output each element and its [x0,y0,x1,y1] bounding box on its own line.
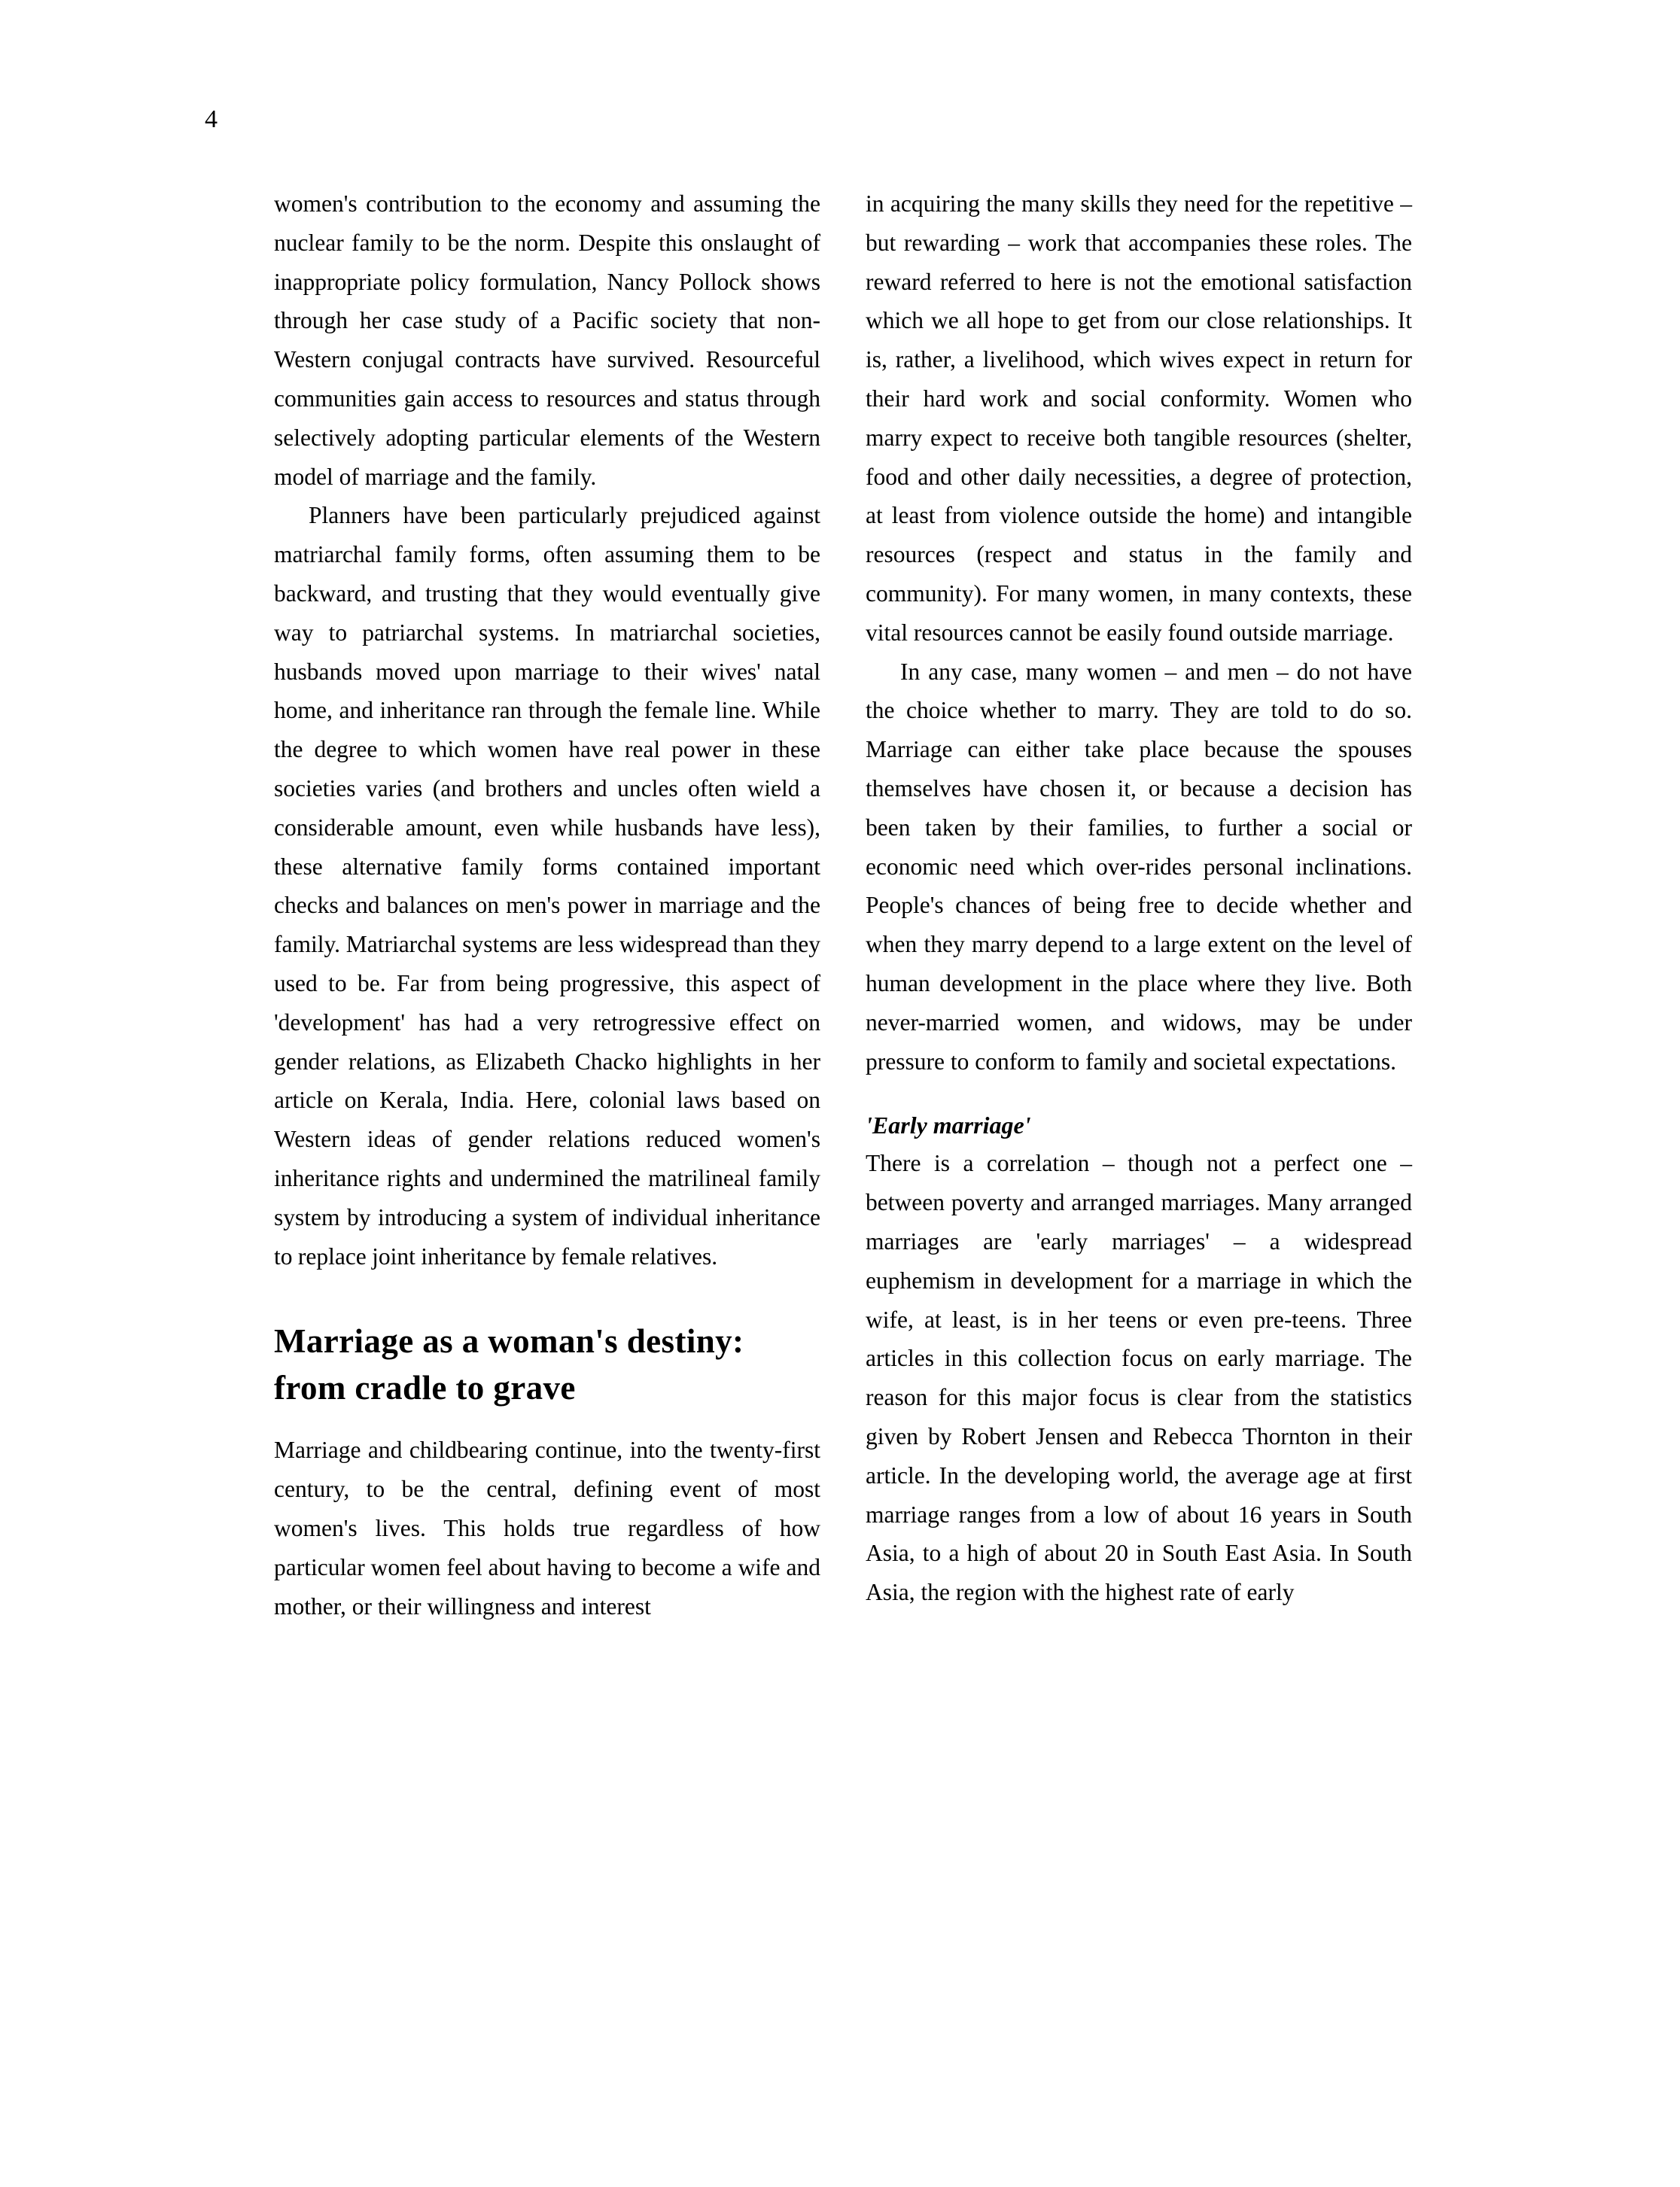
paragraph: in acquiring the many skills they need for the repetitive – but rewarding – work that accompanies these roles. The reward referred to here is not the emotional satisfaction which we all hope to get from our close relationships. It is, rather, a livelihood, which wives expect in return for their hard work and social conformity. Women who marry expect to receive both tangible resources (shelter, food and other daily necessities, a degree of protection, at least from violence outside the home) and intangible resources (respect and status in the family and community). For many women, in many contexts, these vital resources cannot be easily found outside marriage. [866,190,1412,646]
left-column [274,184,820,1626]
paragraph: Planners have been particularly prejudiced against matriarchal family forms, often assuming them to be backward, and trusting that they would eventually give way to patriarchal systems. In matriarchal societies, husbands moved upon marriage to their wives' natal home, and inheritance ran through the female line. While the degree to which women have real power in these societies varies (and brothers and uncles often wield a considerable amount, even while husbands have less), these alternative family forms contained important checks and balances on men's power in marriage and the family. Matriarchal systems are less widespread than they used to be. Far from being progressive, this aspect of 'development' has had a very retrogressive effect on gender relations, as Elizabeth Chacko highlights in her article on Kerala, India. Here, colonial laws based on Western ideas of gender relations reduced women's inheritance rights and undermined the matrilineal family system by introducing a system of individual inheritance to replace joint inheritance by female relatives. [274,502,820,1270]
paragraph: There is a correlation – though not a perfect one – between poverty and arranged marriages. Many arranged marriages are 'early marriages' – a widespread euphemism in development for a marriage in which the wife, at least, is in her teens or even pre-teens. Three articles in this collection focus on early marriage. The reason for this major focus is clear from the statistics given by Robert Jensen and Rebecca Thornton in their article. In the developing world, the average age at first marriage ranges from a low of about 16 years in South Asia, to a high of about 20 in South East Asia. In South Asia, the region with the highest rate of early [866,1150,1412,1606]
two-column-text-body [274,184,1412,1626]
subsection-heading: 'Early marriage' [866,1112,1031,1139]
paragraph: women's contribution to the economy and assuming the nuclear family to be the norm. Despite this onslaught of inappropriate policy formulation, Nancy Pollock shows through her case study of a Pacific society that non-Western conjugal contracts have survived. Resourceful communities gain access to resources and status through selectively adopting particular elements of the Western model of marriage and the family. [274,190,820,490]
paragraph: In any case, many women – and men – do not have the choice whether to marry. They are told to do so. Marriage can either take place because the spouses themselves have chosen it, or because a decision has been taken by their families, to further a social or economic need which over-rides personal inclinations. People's chances of being free to decide whether and when they marry depend to a large extent on the level of human development in the place where they live. Both never-married women, and widows, may be under pressure to conform to family and societal expectations. [866,658,1412,1075]
right-column [866,184,1412,1626]
page-number: 4 [205,105,218,133]
section-heading: Marriage as a woman's destiny: from cradle to grave [274,1322,744,1407]
paragraph: Marriage and childbearing continue, into the twenty-first century, to be the central, defining event of most women's lives. This holds true regardless of how particular women feel about having to become a wife and mother, or their willingness and interest [274,1437,820,1620]
